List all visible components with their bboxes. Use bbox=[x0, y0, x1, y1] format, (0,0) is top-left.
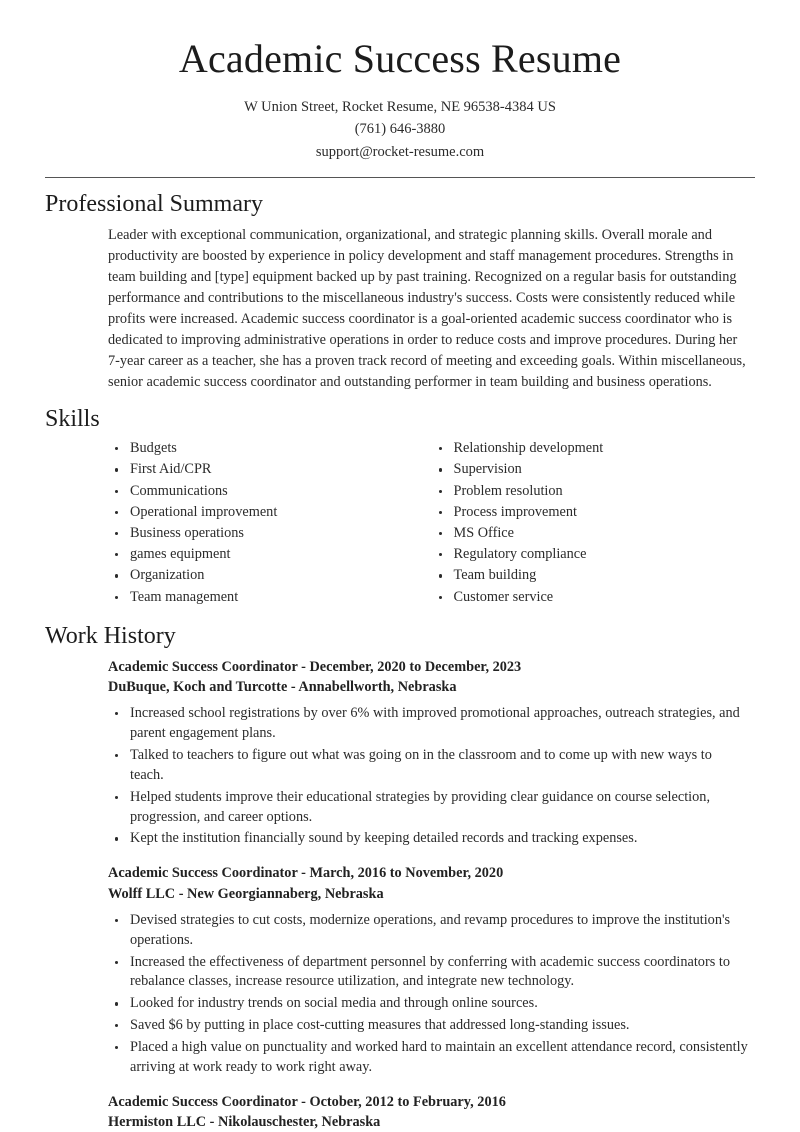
list-item: Increased the effectiveness of department personnel by conferring with academic success coordinators to rebalance classes, increase resource utilization, and integrate new technology. bbox=[108, 953, 755, 993]
skills-list-left bbox=[108, 440, 432, 606]
list-item: Placed a high value on punctuality and worked hard to maintain an excellent attendance record, consistently arriving at work ready to work right away. bbox=[108, 1038, 755, 1078]
skills-columns bbox=[45, 440, 755, 610]
contact-block bbox=[45, 96, 755, 163]
job-company-line: Wolff LLC - New Georgiannaberg, Nebraska bbox=[108, 885, 384, 902]
list-item: Saved $6 by putting in place cost-cutting measures that addressed long-standing issues. bbox=[108, 1016, 755, 1036]
job-title-line: Academic Success Coordinator - December, 2020 to December, 2023 bbox=[108, 658, 522, 675]
section-heading-work-history: Work History bbox=[45, 622, 176, 649]
list-item: Process improvement bbox=[432, 504, 756, 522]
contact-address: W Union Street, Rocket Resume, NE 96538-4384 US bbox=[244, 99, 556, 115]
list-item: Business operations bbox=[108, 525, 432, 543]
list-item: games equipment bbox=[108, 546, 432, 564]
list-item: Helped students improve their educational strategies by providing clear guidance on course selection, progression, and career options. bbox=[108, 788, 755, 828]
skills-list-right bbox=[432, 440, 756, 606]
contact-phone: (761) 646-3880 bbox=[354, 121, 446, 138]
list-item: Problem resolution bbox=[432, 483, 756, 501]
section-heading-summary: Professional Summary bbox=[45, 191, 263, 218]
job-company-line: Hermiston LLC - Nikolauschester, Nebraska bbox=[108, 1114, 381, 1131]
job-title-line: Academic Success Coordinator - October, 2012 to February, 2016 bbox=[108, 1093, 506, 1110]
job-entry bbox=[108, 863, 755, 1077]
section-work-history bbox=[45, 622, 755, 1132]
list-item: Regulatory compliance bbox=[432, 546, 756, 564]
list-item: First Aid/CPR bbox=[108, 461, 432, 479]
section-skills bbox=[45, 405, 755, 610]
page-title: Academic Success Resume bbox=[178, 36, 622, 81]
list-item: Devised strategies to cut costs, modernize operations, and revamp procedures to improve the institution's operations. bbox=[108, 911, 755, 951]
list-item: Team building bbox=[432, 567, 756, 585]
list-item: Relationship development bbox=[432, 440, 756, 458]
skills-column-left bbox=[108, 440, 432, 610]
section-professional-summary bbox=[45, 190, 755, 393]
list-item: Budgets bbox=[108, 440, 432, 458]
list-item: Talked to teachers to figure out what was going on in the classroom and to come up with new ways to teach. bbox=[108, 746, 755, 786]
list-item: Supervision bbox=[432, 461, 756, 479]
job-title-line: Academic Success Coordinator - March, 2016 to November, 2020 bbox=[108, 865, 504, 882]
job-list bbox=[45, 657, 755, 1132]
list-item: Operational improvement bbox=[108, 504, 432, 522]
job-bullet-list bbox=[108, 911, 755, 1078]
list-item: Team management bbox=[108, 589, 432, 607]
contact-email: support@rocket-resume.com bbox=[315, 143, 485, 160]
summary-text: Leader with exceptional communication, organizational, and strategic planning skills. Overall morale and productivity are boosted by experience in policy development and staff management procedures. Strengths in team building and [type] equipment backed up by past training. Recognized on a regular basis for outstanding performance and contributions to the miscellaneous industry's success. Costs were consistently reduced while profits were increased. Academic success coordinator is a goal-oriented academic success coordinator who is dedicated to improving administrative operations in order to reduce costs and improve procedures. During her 7-year career as a teacher, she has a proven track record of meeting and exceeding goals. Within miscellaneous, senior academic success coordinator and outstanding performer in team building and business operations. bbox=[108, 227, 746, 391]
job-bullet-list bbox=[108, 704, 755, 849]
summary-body bbox=[45, 225, 755, 393]
list-item: Increased school registrations by over 6% with improved promotional approaches, outreach strategies, and parent engagement plans. bbox=[108, 704, 755, 744]
job-entry bbox=[108, 1092, 755, 1132]
list-item: Looked for industry trends on social media and through online sources. bbox=[108, 994, 755, 1014]
section-heading-skills: Skills bbox=[45, 406, 100, 433]
list-item: Kept the institution financially sound by keeping detailed records and tracking expenses. bbox=[108, 829, 755, 849]
job-entry bbox=[108, 657, 755, 850]
list-item: Organization bbox=[108, 567, 432, 585]
list-item: MS Office bbox=[432, 525, 756, 543]
job-company-line: DuBuque, Koch and Turcotte - Annabellworth, Nebraska bbox=[108, 678, 457, 695]
skills-column-right bbox=[432, 440, 756, 610]
list-item: Customer service bbox=[432, 589, 756, 607]
header-divider bbox=[45, 177, 755, 178]
list-item: Communications bbox=[108, 483, 432, 501]
